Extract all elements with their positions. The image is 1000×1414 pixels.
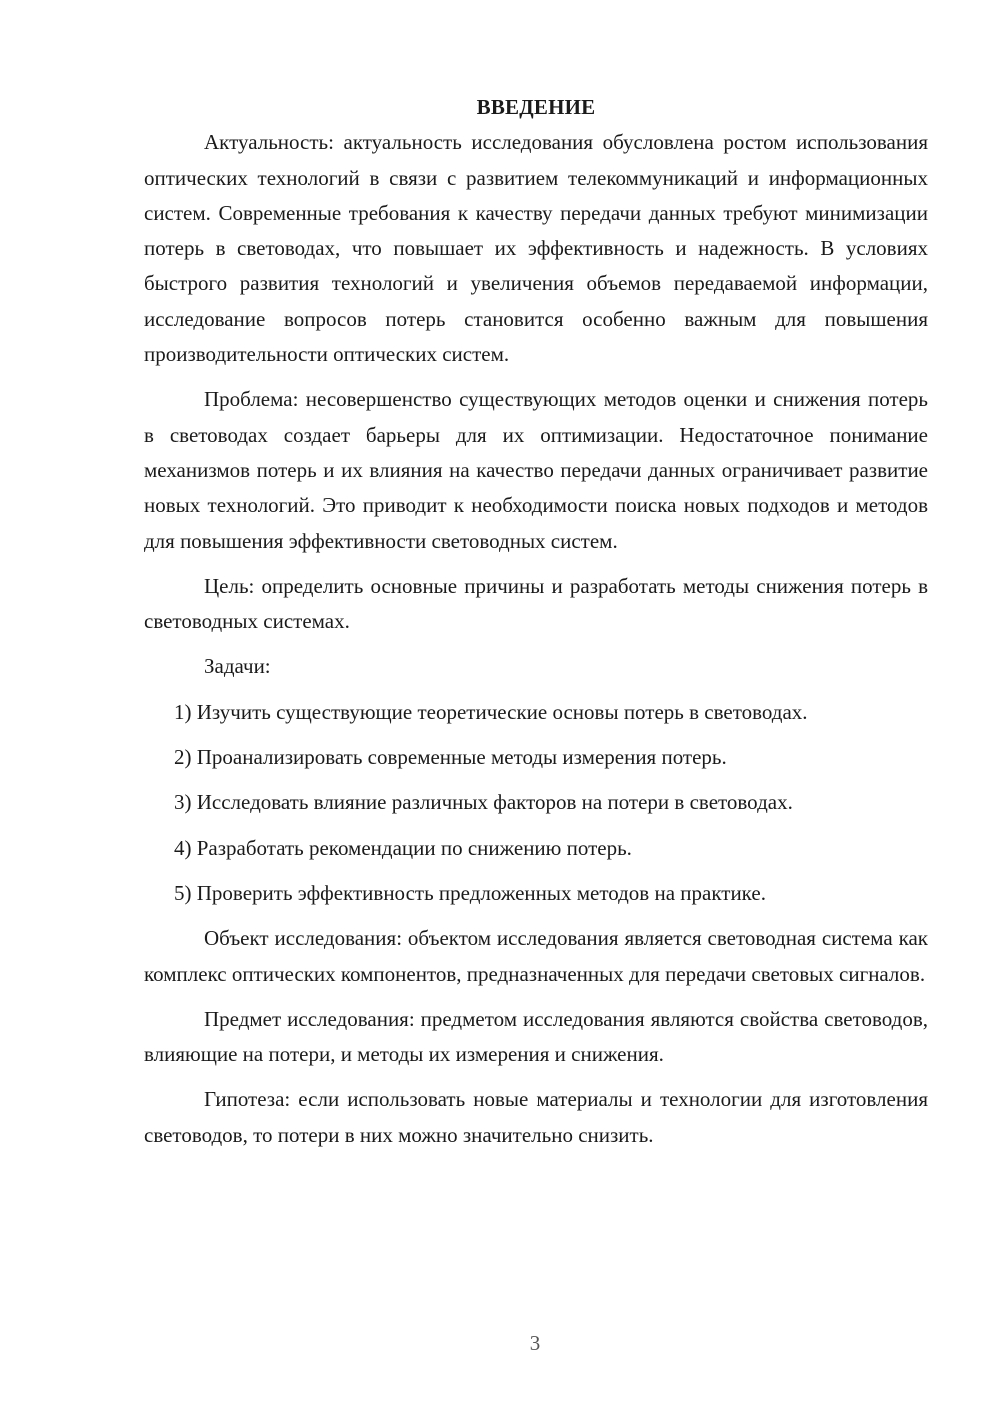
document-page [144, 90, 928, 1153]
paragraph-relevance: Актуальность: актуальность исследования обусловлена ростом использования оптических технологий в связи с развитием телекоммуникаций и информационных систем. Современные требования к качеству передачи данных требуют минимизации потерь в световодах, что повышает их эффективность и надежность. В условиях быстрого развития технологий и увеличения объемов передаваемой информации, исследование вопросов потерь становится особенно важным для повышения производительности оптических систем. [144, 130, 928, 367]
document-title: ВВЕДЕНИЕ [476, 95, 596, 119]
task-item: 4) Разработать рекомендации по снижению потерь. [174, 835, 632, 860]
page-number: 3 [529, 1331, 541, 1355]
paragraph-object: Объект исследования: объектом исследования является световодная система как комплекс оптических компонентов, предназначенных для передачи световых сигналов. [144, 926, 928, 986]
paragraph-subject: Предмет исследования: предметом исследования являются свойства световодов, влияющие на потери, и методы их измерения и снижения. [144, 1006, 928, 1067]
task-item: 2) Проанализировать современные методы измерения потерь. [174, 745, 727, 770]
paragraph-problem: Проблема: несовершенство существующих методов оценки и снижения потерь в световодах создает барьеры для их оптимизации. Недостаточное понимание механизмов потерь и их влияния на качество передачи данных ограничивает развитие новых технологий. Это приводит к необходимости поиска новых подходов и методов для повышения эффективности световодных систем. [144, 387, 928, 553]
task-item: 5) Проверить эффективность предложенных методов на практике. [174, 880, 766, 905]
paragraph-goal: Цель: определить основные причины и разработать методы снижения потерь в световодных системах. [144, 573, 928, 634]
task-item: 1) Изучить существующие теоретические основы потерь в световодах. [174, 699, 808, 724]
task-item: 3) Исследовать влияние различных факторов на потери в световодах. [174, 790, 793, 815]
paragraph-hypothesis: Гипотеза: если использовать новые материалы и технологии для изготовления световодов, то потери в них можно значительно снизить. [144, 1087, 928, 1147]
tasks-heading: Задачи: [204, 654, 271, 679]
tasks-list [144, 695, 928, 911]
